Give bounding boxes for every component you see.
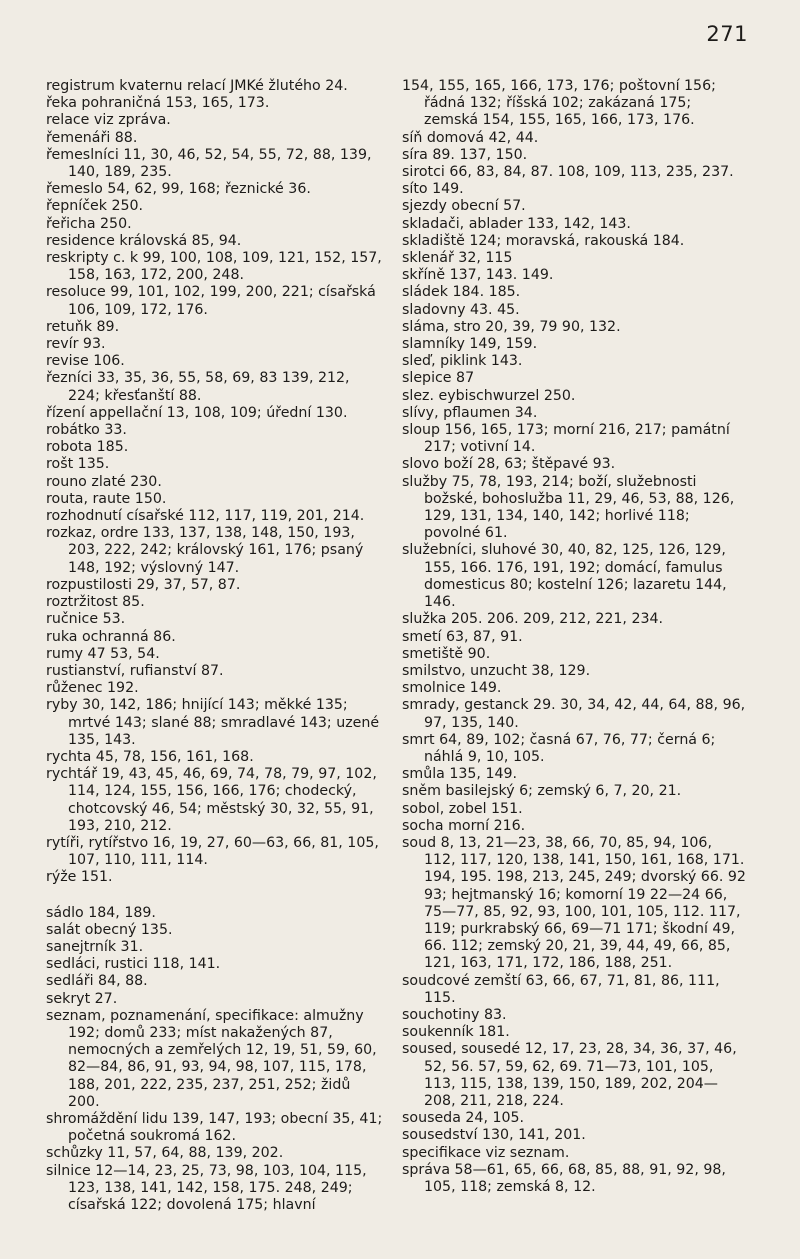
index-entry: řemeslníci 11, 30, 46, 52, 54, 55, 72, 88, 139, 140, 189, 235. <box>46 146 372 181</box>
index-entry: souseda 24, 105. <box>402 1110 525 1127</box>
index-entry: řemeslo 54, 62, 99, 168; řeznické 36. <box>46 181 311 198</box>
index-entry: sanejtrník 31. <box>46 938 144 955</box>
index-entry: rozpustilosti 29, 37, 57, 87. <box>46 576 241 593</box>
index-entry: robota 185. <box>46 439 129 456</box>
index-entry: smrady, gestanck 29. 30, 34, 42, 44, 64, 88, 96, 97, 135, 140. <box>402 697 746 731</box>
index-entry: řepníček 250. <box>46 198 144 215</box>
index-entry: slepice 87 <box>402 370 475 387</box>
index-entry: rozhodnutí císařské 112, 117, 119, 201, 214. <box>46 508 365 525</box>
index-entry: slamníky 149, 159. <box>402 336 538 353</box>
index-entry: sedláři 84, 88. <box>46 973 148 990</box>
index-entry: smilstvo, unzucht 38, 129. <box>402 662 591 679</box>
index-entry: smolnice 149. <box>402 680 502 697</box>
index-entry: ruka ochranná 86. <box>46 628 176 645</box>
index-entry: smetiště 90. <box>402 645 491 662</box>
index-entry: správa 58—61, 65, 66, 68, 85, 88, 91, 92, 98, 105, 118; zemská 8, 12. <box>402 1161 726 1195</box>
index-entry: rychtář 19, 43, 45, 46, 69, 74, 78, 79, 97, 102, 114, 124, 155, 156, 166, 176; chodecký, chotcovský 46, 54; městský 30, 32, 55, 91, 193, 210, 212. <box>46 766 377 834</box>
index-entry: residence královská 85, 94. <box>46 232 242 249</box>
index-entry: revise 106. <box>46 353 125 370</box>
index-entry: sousedství 130, 141, 201. <box>402 1127 586 1144</box>
index-entry: smetí 63, 87, 91. <box>402 628 523 645</box>
index-entry: řemenáři 88. <box>46 129 138 146</box>
index-entry: robátko 33. <box>46 422 127 439</box>
index-entry: soudcové zemští 63, 66, 67, 71, 81, 86, 111, 115. <box>402 972 720 1006</box>
index-entry: rouno zlaté 230. <box>46 473 162 490</box>
index-entry: skladači, ablader 133, 142, 143. <box>402 215 631 232</box>
index-entry: reskripty c. k 99, 100, 108, 109, 121, 152, 157, 158, 163, 172, 200, 248. <box>46 250 382 284</box>
index-entry: služka 205. 206. 209, 212, 221, 234. <box>402 611 664 628</box>
index-entry: sedláci, rustici 118, 141. <box>46 956 221 973</box>
index-entry: shromáždění lidu 139, 147, 193; obecní 35, 41; početná soukromá 162. <box>46 1110 383 1145</box>
index-entry: sněm basilejský 6; zemský 6, 7, 20, 21. <box>402 783 682 800</box>
index-entry: registrum kvaternu relací JMKé žlutého 24. <box>46 78 348 94</box>
index-entry: sobol, zobel 151. <box>402 800 523 817</box>
index-entry: sekryt 27. <box>46 990 118 1007</box>
index-entry: rychta 45, 78, 156, 161, 168. <box>46 748 254 765</box>
index-entry: revír 93. <box>46 336 106 353</box>
index-entry: 154, 155, 165, 166, 173, 176; poštovní 156; řádná 132; říšská 102; zakázaná 175; zemská 154, 155, 165, 166, 173, 176. <box>402 78 716 129</box>
index-column-left <box>46 78 384 1214</box>
index-entry: rošt 135. <box>46 456 110 473</box>
index-entry: rytíři, rytířstvo 16, 19, 27, 60—63, 66, 81, 105, 107, 110, 111, 114. <box>46 834 379 869</box>
index-entry: skříně 137, 143. 149. <box>402 267 554 284</box>
index-entry: sirotci 66, 83, 84, 87. 108, 109, 113, 235, 237. <box>402 164 734 181</box>
index-entry: růženec 192. <box>46 680 139 697</box>
index-entry: routa, raute 150. <box>46 490 167 507</box>
index-entry: specifikace viz seznam. <box>402 1144 570 1161</box>
index-entry: sladovny 43. 45. <box>402 301 520 318</box>
index-entry: soukenník 181. <box>402 1024 510 1041</box>
index-entry: sklenář 32, 115 <box>402 250 513 267</box>
index-entry: řízení appellační 13, 108, 109; úřední 130. <box>46 404 348 421</box>
index-entry: sádlo 184, 189. <box>46 904 156 921</box>
index-entry: sláma, stro 20, 39, 79 90, 132. <box>402 318 621 335</box>
index-column-right <box>402 78 748 1196</box>
index-entry: síra 89. 137, 150. <box>402 146 528 163</box>
index-entry: smrt 64, 89, 102; časná 67, 76, 77; černá 6; náhlá 9, 10, 105. <box>402 731 716 765</box>
page-number: 271 <box>706 22 748 46</box>
index-entry: relace viz zpráva. <box>46 112 171 129</box>
index-entry: resoluce 99, 101, 102, 199, 200, 221; císařská 106, 109, 172, 176. <box>46 284 376 318</box>
index-entry: souchotiny 83. <box>402 1006 507 1023</box>
index-entry: síto 149. <box>402 181 464 198</box>
index-entry: salát obecný 135. <box>46 921 173 938</box>
index-entry: sládek 184. 185. <box>402 284 521 301</box>
index-entry: roztržitost 85. <box>46 594 145 611</box>
index-entry: slívy, pflaumen 34. <box>402 404 538 421</box>
index-entry: rozkaz, ordre 133, 137, 138, 148, 150, 193, 203, 222, 242; královský 161, 176; psaný 148, 192; výslovný 147. <box>46 525 364 576</box>
index-entry: smůla 135, 149. <box>402 766 518 783</box>
index-entry: soud 8, 13, 21—23, 38, 66, 70, 85, 94, 106, 112, 117, 120, 138, 141, 150, 161, 168, 171. 194, 195. 198, 213, 245, 249; dvorský 66. 92 93; hejtmanský 16; komorní 19 22—24 66, 75—77, 85, 92, 93, 100, 101, 105, 112. 117, 119; purkrabský 66, 69—71 171; škodní 49, 66. 112; zemský 20, 21, 39, 44, 49, 66, 85, 121, 163, 171, 172, 186, 188, 251. <box>402 834 746 972</box>
index-entry: slez. eybischwurzel 250. <box>402 387 576 404</box>
index-entry: rustianství, rufianství 87. <box>46 662 224 679</box>
index-entry: služebníci, sluhové 30, 40, 82, 125, 126, 129, 155, 166. 176, 191, 192; domácí, famulus domesticus 80; kostelní 126; lazaretu 144, 146. <box>402 542 727 611</box>
index-entry: seznam, poznamenání, specifikace: almužny 192; domů 233; míst nakažených 87, nemocných a zemřelých 12, 19, 51, 59, 60, 82—84, 86, 91, 93, 94, 98, 107, 115, 178, 188, 201, 222, 235, 237, 251, 252; židů 200. <box>46 1007 377 1110</box>
index-entry: schůzky 11, 57, 64, 88, 139, 202. <box>46 1145 284 1162</box>
index-entry: skladiště 124; moravská, rakouská 184. <box>402 232 685 249</box>
index-entry: silnice 12—14, 23, 25, 73, 98, 103, 104, 115, 123, 138, 141, 142, 158, 175. 248, 249; císařská 122; dovolená 175; hlavní <box>46 1162 367 1213</box>
index-entry: sjezdy obecní 57. <box>402 198 526 215</box>
index-entry: soused, sousedé 12, 17, 23, 28, 34, 36, 37, 46, 52, 56. 57, 59, 62, 69. 71—73, 101, 105, 113, 115, 138, 139, 150, 189, 202, 204—208, 211, 218, 224. <box>402 1041 737 1109</box>
index-entry: řeka pohraničná 153, 165, 173. <box>46 95 270 112</box>
index-entry: slovo boží 28, 63; štěpavé 93. <box>402 456 616 473</box>
index-entry: rumy 47 53, 54. <box>46 645 160 662</box>
index-entry: ručnice 53. <box>46 611 126 628</box>
index-entry: řezníci 33, 35, 36, 55, 58, 69, 83 139, 212, 224; křesťanští 88. <box>46 370 350 404</box>
index-entry: síň domová 42, 44. <box>402 129 539 146</box>
index-entry: sleď, piklink 143. <box>402 353 523 370</box>
index-entry: ryby 30, 142, 186; hnijící 143; měkké 135; mrtvé 143; slané 88; smradlavé 143; uzené 135, 143. <box>46 697 380 748</box>
index-entry: sloup 156, 165, 173; morní 216, 217; památní 217; votivní 14. <box>402 422 730 456</box>
index-entry: retuňk 89. <box>46 318 120 335</box>
index-entry: rýže 151. <box>46 869 113 886</box>
index-entry: socha morní 216. <box>402 817 526 834</box>
index-entry: služby 75, 78, 193, 214; boží, služebnosti božské, bohoslužba 11, 29, 46, 53, 88, 126, 129, 131, 134, 140, 142; horlivé 118; povolné 61. <box>402 473 735 542</box>
index-entry: řeřicha 250. <box>46 215 132 232</box>
section-gap <box>46 887 384 905</box>
